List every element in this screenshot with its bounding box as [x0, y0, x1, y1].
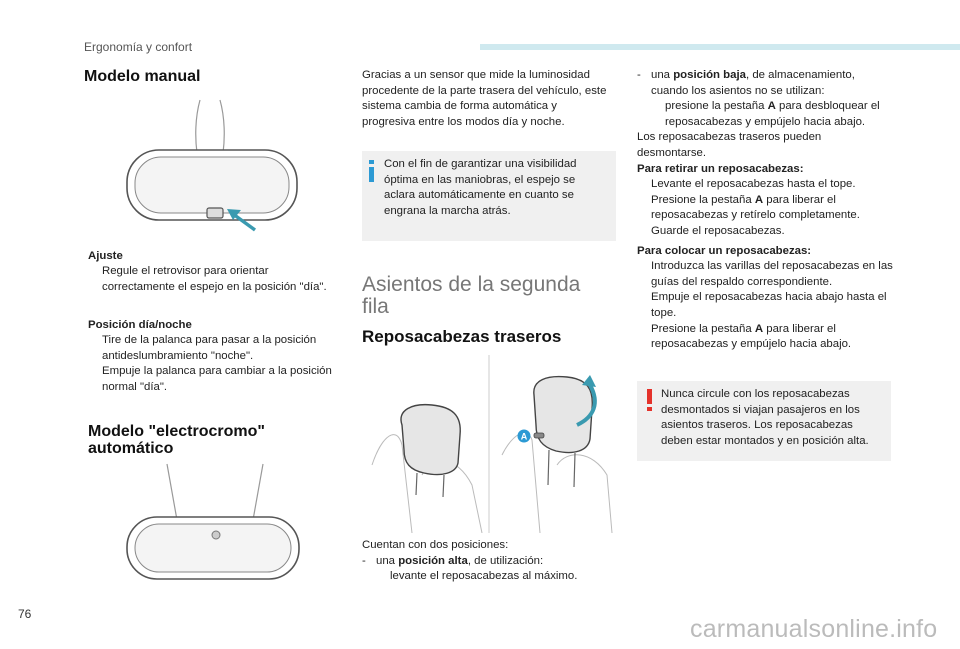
seats-title: Asientos de la segunda fila [362, 273, 581, 318]
place-title: Para colocar un reposacabezas: [637, 244, 812, 257]
text-part: una [651, 69, 671, 81]
warning-note-text: Nunca circule con los reposacabezas desmontados si viajan pasajeros en los asientos traseros. Los reposacabezas deben estar montados y en posición alta. [661, 388, 869, 447]
electrochrome-mirror-illustration [115, 462, 310, 584]
removable-text: Los reposacabezas traseros pueden desmontarse. [637, 131, 822, 159]
text-part: , de almacenamiento, cuando los asientos no se utilizan: [651, 69, 855, 97]
title-part: " [257, 423, 265, 440]
posicion-title: Posición día/noche [88, 319, 192, 331]
list-item [637, 177, 893, 193]
posicion-list [88, 333, 338, 395]
list-item [637, 193, 893, 224]
remove-title: Para retirar un reposacabezas: [637, 162, 804, 175]
text-part: para liberar el reposacabezas y empújelo hacia abajo. [651, 322, 852, 351]
warning-icon [646, 389, 654, 411]
list-item [362, 554, 616, 570]
dash-icon: - [637, 69, 641, 81]
bullet-icon [637, 259, 651, 290]
text-part: para liberar el reposacabezas y retírelo completamente. [651, 193, 860, 222]
bullet-icon [651, 99, 665, 130]
text-part: , de utilización: [467, 554, 544, 567]
list-item-text [651, 68, 893, 99]
bullet-icon [88, 264, 102, 295]
title-part: electrocromo [156, 423, 258, 440]
text-part: presione la pestaña [665, 100, 765, 113]
info-icon [368, 160, 376, 182]
bullet-icon [88, 364, 102, 395]
list-item [637, 224, 893, 240]
sensor-paragraph: Gracias a un sensor que mide la luminosidad procedente de la parte trasera del vehículo, este sistema cambia de forma automática y progresiva entre los modos día y noche. [362, 69, 607, 128]
list-item-text: Tire de la palanca para pasar a la posición antideslumbramiento "noche". [102, 334, 317, 362]
list-item-text [651, 193, 893, 224]
list-item-text [665, 99, 893, 130]
list-item [88, 264, 338, 295]
text-part: una [376, 554, 396, 567]
manual-model-title: Modelo manual [84, 68, 201, 85]
list-item-text [376, 554, 543, 570]
title-part: automático [88, 440, 174, 457]
list-item [88, 333, 338, 364]
list-item-text: Guarde el reposacabezas. [651, 224, 785, 237]
list-item [637, 290, 893, 321]
list-item-text: levante el reposacabezas al máximo. [390, 570, 578, 583]
column3-text [637, 68, 893, 353]
text-part: Presione la pestaña [651, 193, 752, 206]
electrochrome-title [88, 423, 348, 457]
label-a: A [520, 431, 528, 442]
headrest-title: Reposacabezas traseros [362, 327, 562, 346]
warning-note [637, 381, 891, 461]
bullet-icon [376, 569, 390, 585]
text-part: para desbloquear el reposacabezas y empújelo hacia abajo. [665, 100, 880, 128]
title-part: Modelo " [88, 423, 157, 440]
bullet-icon [637, 322, 651, 353]
list-item-text: Levante el reposacabezas hasta el tope. [651, 178, 856, 191]
dash-icon: - [362, 554, 366, 567]
list-item [637, 322, 893, 353]
list-item-text: Empuje el reposacabezas hacia abajo hasta el tope. [651, 291, 887, 319]
text-part: posición baja [673, 69, 746, 81]
watermark: carmanualsonline.info [690, 615, 938, 643]
positions-intro: Cuentan con dos posiciones: [362, 539, 509, 551]
info-note-text: Con el fin de garantizar una visibilidad óptima en las maniobras, el espejo se aclara automáticamente en cuanto se engrana la marcha atrás. [384, 158, 577, 217]
page-number: 76 [18, 607, 32, 621]
manual-mirror-illustration [115, 98, 310, 236]
list-item-text: Regule el retrovisor para orientar correctamente el espejo en la posición "día". [102, 265, 327, 293]
bullet-icon [637, 224, 651, 240]
ajuste-list [88, 264, 338, 295]
list-item [637, 99, 893, 130]
list-item [88, 364, 338, 395]
section-title: Ergonomía y confort [84, 40, 193, 54]
list-item-text [651, 322, 893, 353]
bullet-icon [637, 290, 651, 321]
bullet-icon [637, 193, 651, 224]
list-item [637, 259, 893, 290]
text-part: A [767, 100, 776, 113]
text-part: posición alta [398, 554, 468, 567]
bullet-icon [88, 333, 102, 364]
positions-block [362, 538, 616, 585]
ajuste-title: Ajuste [88, 250, 123, 262]
info-note [362, 151, 616, 241]
list-item [637, 68, 893, 99]
text-part: A [754, 322, 764, 335]
text-part: A [754, 193, 764, 206]
headrest-illustration [362, 355, 616, 533]
text-part: Presione la pestaña [651, 322, 752, 335]
list-item-text: Introduzca las varillas del reposacabezas en las guías del respaldo correspondiente. [651, 260, 893, 288]
list-item-text: Empuje la palanca para cambiar a la posición normal "día". [102, 365, 332, 393]
list-item [362, 569, 616, 585]
header-bar [480, 44, 960, 50]
bullet-icon [637, 177, 651, 193]
